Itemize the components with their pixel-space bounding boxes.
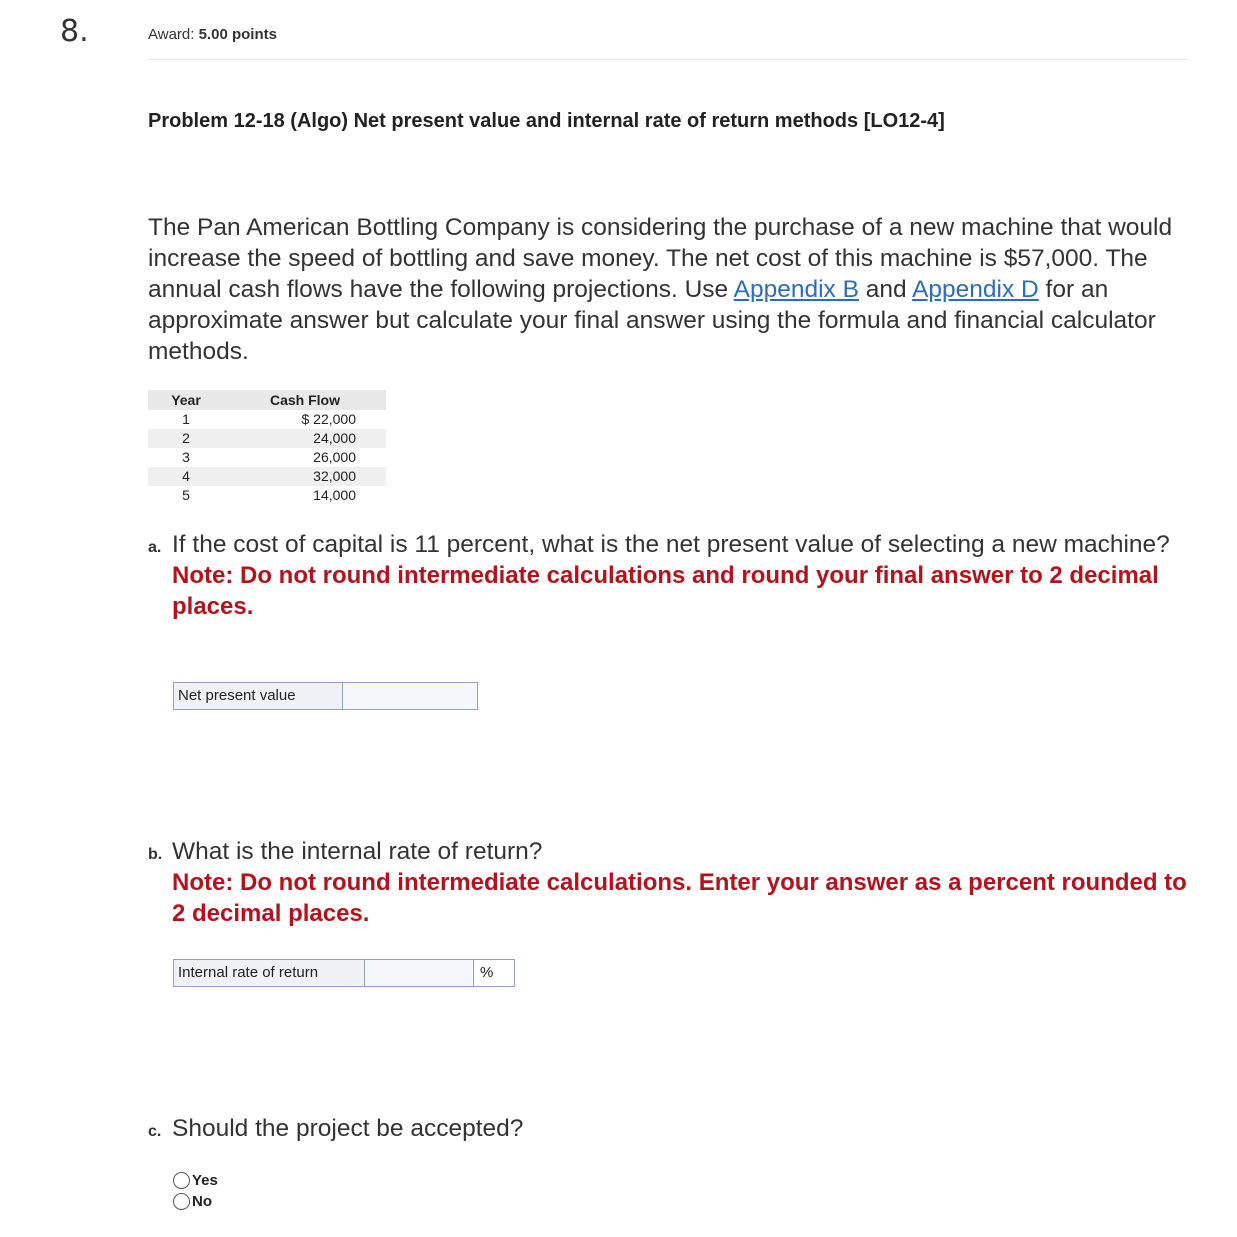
part-b [148, 836, 1188, 929]
part-b-question: What is the internal rate of return? [172, 838, 543, 865]
npv-answer-row [173, 682, 478, 710]
appendix-d-link[interactable]: Appendix D [912, 276, 1039, 303]
year-cell: 5 [182, 487, 190, 503]
table-row [148, 410, 386, 429]
cash-cell: 24,000 [224, 429, 386, 448]
cash-flow-table [148, 390, 386, 505]
award-label: Award: [148, 26, 195, 43]
intro-text-1: The Pan American Bottling Company is considering the purchase of a new machine that would increase the speed of bottling and save money. The net cost of this machine is $57,000. The annual cash flows have the following projections. Use [148, 214, 1173, 303]
award-info [148, 26, 277, 43]
part-c [148, 1113, 1188, 1144]
radio-circle-icon[interactable] [173, 1172, 190, 1189]
header-divider [148, 59, 1188, 60]
year-cell: 1 [182, 411, 190, 427]
table-row [148, 429, 386, 448]
table-row [148, 486, 386, 505]
radio-circle-icon[interactable] [173, 1193, 190, 1210]
cash-cell: 32,000 [224, 467, 386, 486]
part-a-label: a. [148, 539, 162, 556]
irr-input[interactable] [365, 960, 473, 986]
intro-and: and [858, 276, 913, 303]
npv-input[interactable] [343, 683, 477, 709]
radio-yes[interactable] [173, 1170, 218, 1191]
problem-title: Problem 12-18 (Algo) Net present value and internal rate of return methods [LO12-4] [148, 110, 945, 132]
part-a-note: Note: Do not round intermediate calculations and round your final answer to 2 decimal places. [172, 562, 1159, 620]
radio-no[interactable] [173, 1191, 218, 1212]
part-c-label: c. [148, 1123, 162, 1140]
radio-no-label: No [192, 1193, 212, 1210]
question-number: 8. [60, 14, 89, 49]
part-b-label: b. [148, 846, 163, 863]
part-a [148, 529, 1188, 622]
part-b-note: Note: Do not round intermediate calculations. Enter your answer as a percent rounded to 2 decimal places. [172, 869, 1187, 927]
npv-field-label: Net present value [174, 683, 343, 709]
table-row [148, 467, 386, 486]
npv-input-wrap [343, 683, 477, 709]
award-value: 5.00 points [198, 26, 277, 43]
col-header-year: Year [148, 390, 224, 410]
year-cell: 2 [148, 429, 224, 448]
irr-answer-row [173, 959, 515, 987]
year-cell: 3 [182, 449, 190, 465]
table-row [148, 448, 386, 467]
year-cell: 4 [148, 467, 224, 486]
col-header-cash-flow: Cash Flow [224, 390, 386, 410]
intro-text-2: for an approximate answer but calculate your final answer using the formula and financial calculator methods. [148, 276, 1156, 365]
accept-radio-group [173, 1170, 218, 1212]
cash-cell: $ 22,000 [301, 411, 356, 427]
problem-intro [148, 212, 1188, 367]
part-a-question: If the cost of capital is 11 percent, what is the net present value of selecting a new machine? [172, 531, 1170, 558]
cash-cell: 14,000 [313, 487, 356, 503]
percent-unit: % [473, 960, 514, 986]
irr-input-wrap [365, 960, 473, 986]
radio-yes-label: Yes [192, 1172, 218, 1189]
appendix-b-link[interactable]: Appendix B [733, 276, 859, 303]
irr-field-label: Internal rate of return [174, 960, 365, 986]
part-c-question: Should the project be accepted? [172, 1115, 524, 1142]
cash-cell: 26,000 [313, 449, 356, 465]
